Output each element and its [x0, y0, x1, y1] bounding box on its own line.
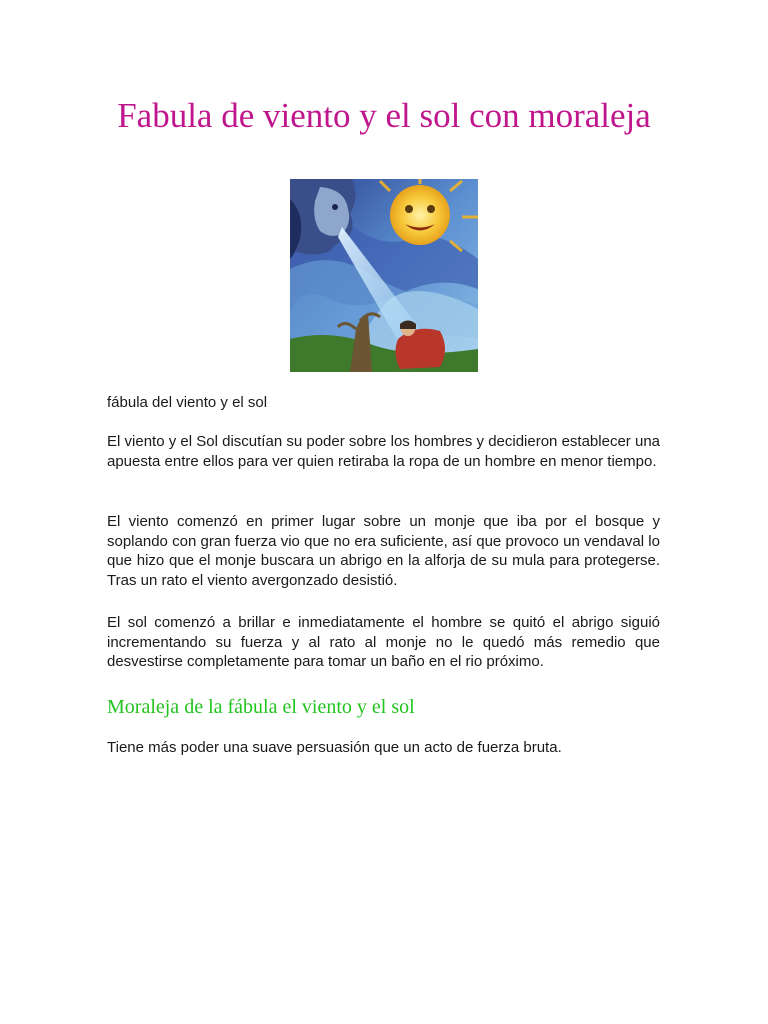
moral-heading: Moraleja de la fábula el viento y el sol — [107, 696, 415, 718]
paragraph-2: El viento comenzó en primer lugar sobre un monje que iba por el bosque y soplando con gran fuerza vio que no era suficiente, así que provoco un vendaval lo que hizo que el monje buscara un abrigo en la alforja de su mula para protegerse. Tras un rato el viento avergonzado desistió. — [107, 513, 660, 589]
moral-text: Tiene más poder una suave persuasión que un acto de fuerza bruta. — [107, 739, 562, 756]
document-title: Fabula de viento y el sol con moraleja — [117, 96, 651, 135]
paragraph-3: El sol comenzó a brillar e inmediatamente el hombre se quitó el abrigo siguió incrementando su fuerza y al rato al monje no le quedó más remedio que desvestirse completamente para tomar un baño en el rio próximo. — [107, 614, 660, 670]
image-caption: fábula del viento y el sol — [107, 394, 268, 411]
paragraph-1: El viento y el Sol discutían su poder sobre los hombres y decidieron establecer una apuesta entre ellos para ver quien retiraba la ropa de un hombre en menor tiempo. — [107, 433, 660, 470]
wind-and-sun-illustration — [290, 179, 478, 372]
wind-and-sun-painting — [290, 179, 478, 372]
